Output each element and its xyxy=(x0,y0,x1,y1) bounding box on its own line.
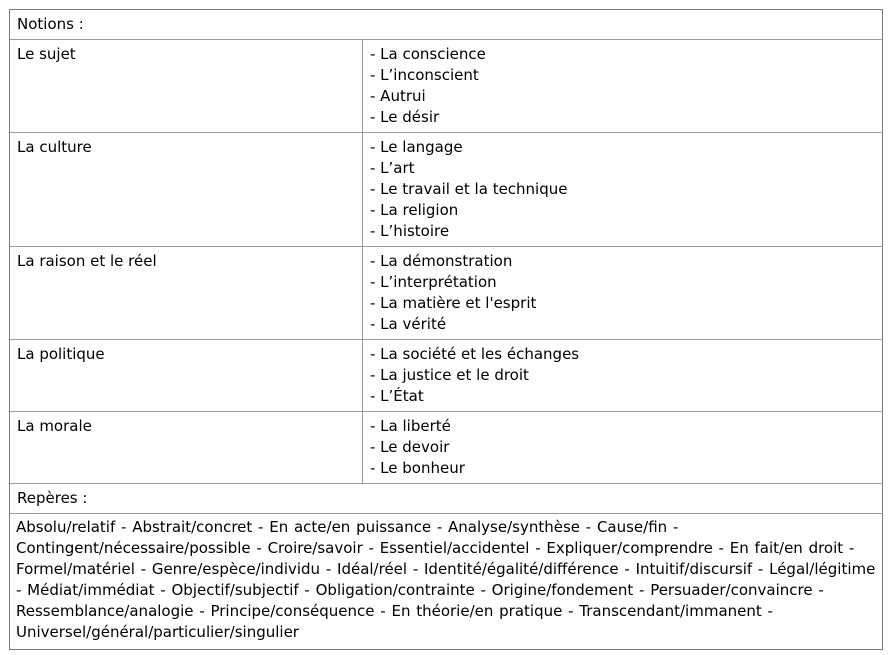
notion-item: - La matière et l'esprit xyxy=(370,294,537,312)
notion-item: - Le bonheur xyxy=(370,459,465,477)
notion-item: - La liberté xyxy=(370,417,451,435)
notion-item: - La démonstration xyxy=(370,252,513,270)
reperes-header-row xyxy=(10,483,882,513)
table-row xyxy=(10,339,882,411)
notion-item: - La société et les échanges xyxy=(370,345,580,363)
notion-item: - Le désir xyxy=(370,108,440,126)
notion-item: - L’inconscient xyxy=(370,66,479,84)
table-row xyxy=(10,246,882,339)
notion-item: - L’interprétation xyxy=(370,273,497,291)
notions-cell xyxy=(363,340,882,411)
notion-item: - La conscience xyxy=(370,45,486,63)
notions-cell xyxy=(363,133,882,246)
theme-cell: La raison et le réel xyxy=(10,247,363,339)
reperes-heading: Repères : xyxy=(17,489,88,507)
notions-heading: Notions : xyxy=(17,15,84,33)
notion-item: - La religion xyxy=(370,201,459,219)
theme-cell: La politique xyxy=(10,340,363,411)
notion-item: - L’État xyxy=(370,387,424,405)
notions-cell xyxy=(363,412,882,483)
table-row xyxy=(10,39,882,132)
notion-item: - La justice et le droit xyxy=(370,366,529,384)
notions-cell xyxy=(363,247,882,339)
notion-item: - Autrui xyxy=(370,87,426,105)
notions-cell xyxy=(363,40,882,132)
notions-header-row xyxy=(10,10,882,39)
notion-item: - L’histoire xyxy=(370,222,450,240)
reperes-text: Absolu/relatif - Abstrait/concret - En acte/en puissance - Analyse/synthèse - Cause/fin - Contingent/nécessaire/possible - Croire/savoir - Essentiel/accidentel - Expliquer/comprendre - En fait/en droit - Formel/matériel - Genre/espèce/individu - Idéal/réel - Identité/égalité/différence - Intuitif/discursif - Légal/légitime - Médiat/immédiat - Objectif/subjectif - Obligation/contrainte - Origine/fondement - Persuader/convaincre - Ressemblance/analogie - Principe/conséquence - En théorie/en pratique - Transcendant/immanent - Universel/général/particulier/singulier xyxy=(16,518,876,641)
notion-item: - L’art xyxy=(370,159,415,177)
notion-item: - Le travail et la technique xyxy=(370,180,568,198)
reperes-row xyxy=(10,513,882,649)
notion-item: - Le langage xyxy=(370,138,463,156)
table-row xyxy=(10,132,882,246)
programme-table xyxy=(9,9,883,650)
theme-cell: La culture xyxy=(10,133,363,246)
notion-item: - La vérité xyxy=(370,315,447,333)
theme-cell: Le sujet xyxy=(10,40,363,132)
notion-item: - Le devoir xyxy=(370,438,450,456)
theme-cell: La morale xyxy=(10,412,363,483)
table-row xyxy=(10,411,882,483)
